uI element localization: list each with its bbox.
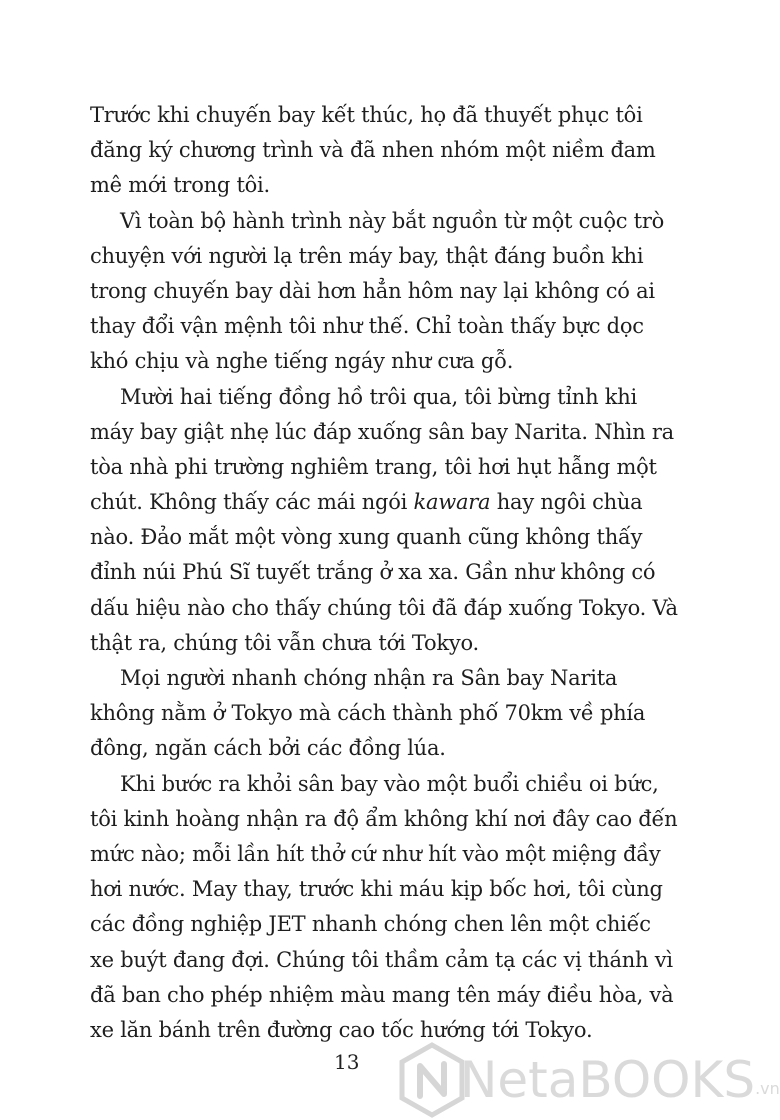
- text-line: Mọi người nhanh chóng nhận ra Sân bay Narita: [120, 666, 618, 690]
- text-fragment: chút. Không thấy các mái ngói: [90, 490, 414, 515]
- text-line: đã ban cho phép nhiệm màu mang tên máy điều hòa, và: [90, 982, 674, 1007]
- text-line: thay đổi vận mệnh tôi như thế. Chỉ toàn thấy bực dọc: [90, 314, 644, 339]
- text-line-kawara: [90, 485, 643, 520]
- watermark-tld: .vn: [755, 1079, 780, 1098]
- text-line: đăng ký chương trình và đã nhen nhóm một niềm đam: [90, 138, 656, 163]
- text-line: Trước khi chuyến bay kết thúc, họ đã thuyết phục tôi: [90, 103, 643, 127]
- text-fragment: hay ngôi chùa: [490, 490, 643, 515]
- text-line: Mười hai tiếng đồng hồ trôi qua, tôi bừng tỉnh khi: [120, 384, 637, 409]
- netabooks-logo-icon: [398, 1042, 466, 1118]
- text-line: xe buýt đang đợi. Chúng tôi thầm cảm tạ các vị thánh vì: [90, 947, 673, 972]
- text-line: thật ra, chúng tôi vẫn chưa tới Tokyo.: [90, 630, 479, 655]
- paragraph-5: [90, 767, 678, 1049]
- paragraph-3: [90, 380, 678, 662]
- page-number: 13: [334, 1050, 360, 1074]
- text-line: khó chịu và nghe tiếng ngáy như cưa gỗ.: [90, 349, 514, 374]
- text-line: nào. Đảo mắt một vòng xung quanh cũng không thấy: [90, 525, 643, 550]
- text-line: dấu hiệu nào cho thấy chúng tôi đã đáp xuống Tokyo. Và: [90, 595, 678, 620]
- watermark-brand: NetaBOOKS: [460, 1051, 756, 1109]
- paragraph-4: [90, 661, 646, 767]
- text-line: xe lăn bánh trên đường cao tốc hướng tới Tokyo.: [90, 1017, 593, 1042]
- text-line: đông, ngăn cách bởi các đồng lúa.: [90, 736, 446, 761]
- text-line: mê mới trong tôi.: [90, 173, 270, 198]
- text-line: hơi nước. May thay, trước khi máu kịp bốc hơi, tôi cùng: [90, 877, 663, 902]
- text-line: mức nào; mỗi lần hít thở cứ như hít vào một miệng đầy: [90, 841, 661, 866]
- text-line: tôi kinh hoàng nhận ra độ ẩm không khí nơi đây cao đến: [90, 806, 678, 831]
- text-line: các đồng nghiệp JET nhanh chóng chen lên một chiếc: [90, 912, 651, 937]
- text-line: Khi bước ra khỏi sân bay vào một buổi chiều oi bức,: [120, 771, 659, 796]
- text-line: không nằm ở Tokyo mà cách thành phố 70km về phía: [90, 701, 646, 726]
- page-body: [90, 98, 678, 1048]
- italic-term-kawara: kawara: [413, 490, 491, 515]
- text-line: đỉnh núi Phú Sĩ tuyết trắng ở xa xa. Gần như không có: [90, 560, 656, 585]
- text-line: Vì toàn bộ hành trình này bắt nguồn từ một cuộc trò: [120, 208, 665, 233]
- text-line: máy bay giật nhẹ lúc đáp xuống sân bay Narita. Nhìn ra: [90, 419, 674, 444]
- text-line: tòa nhà phi trường nghiêm trang, tôi hơi hụt hẫng một: [90, 454, 657, 479]
- text-line: chuyện với người lạ trên máy bay, thật đáng buồn khi: [90, 243, 644, 268]
- watermark: [398, 1040, 780, 1120]
- text-line: trong chuyến bay dài hơn hẳn hôm nay lại không có ai: [90, 278, 655, 303]
- paragraph-2: [90, 204, 665, 380]
- paragraph-1: [90, 98, 656, 204]
